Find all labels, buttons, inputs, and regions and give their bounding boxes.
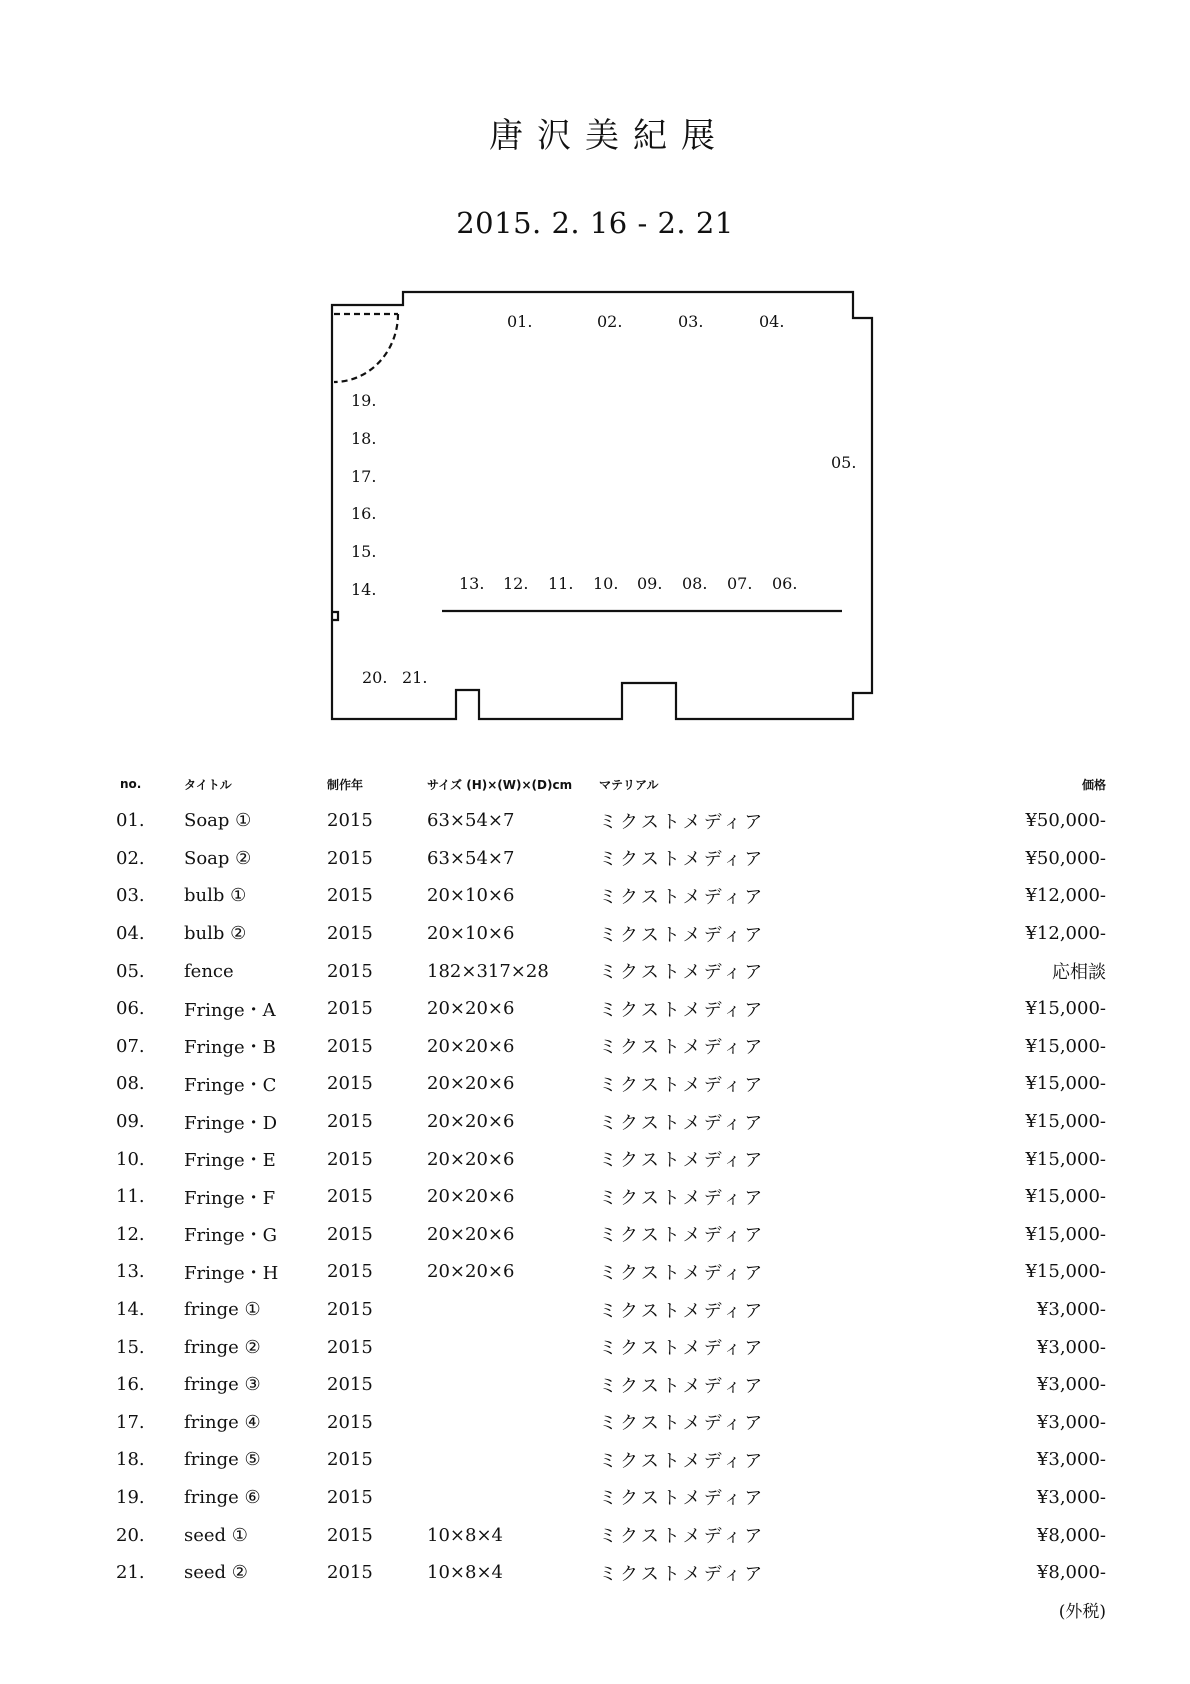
plan-label-13: 13.	[459, 574, 485, 593]
cell-price: ¥3,000-	[1036, 1374, 1106, 1396]
cell-title: fringe ②	[184, 1336, 261, 1358]
cell-title: fence	[184, 960, 234, 982]
cell-year: 2015	[327, 1411, 373, 1433]
cell-material: ミクストメディア	[599, 1526, 766, 1548]
cell-no: 21.	[116, 1562, 145, 1584]
cell-no: 11.	[116, 1186, 145, 1208]
plan-label-17: 17.	[351, 467, 377, 486]
cell-year: 2015	[327, 1035, 373, 1057]
cell-year: 2015	[327, 1336, 373, 1358]
cell-material: ミクストメディア	[599, 1187, 766, 1209]
header-no: no.	[120, 777, 142, 791]
cell-title: seed ①	[184, 1524, 248, 1546]
cell-size: 10×8×4	[427, 1562, 503, 1584]
door-swing-arc	[334, 314, 398, 382]
plan-label-01: 01.	[507, 312, 533, 331]
cell-title: Fringe・G	[184, 1225, 277, 1247]
works-table	[116, 766, 1106, 1591]
cell-year: 2015	[327, 1374, 373, 1396]
plan-label-19: 19.	[351, 391, 377, 410]
plan-label-18: 18.	[351, 429, 377, 448]
cell-material: ミクストメディア	[599, 1150, 766, 1172]
cell-title: fringe ⑥	[184, 1486, 261, 1508]
cell-price: 応相談	[1052, 962, 1106, 984]
cell-year: 2015	[327, 847, 373, 869]
cell-year: 2015	[327, 1562, 373, 1584]
cell-title: fringe ③	[184, 1374, 261, 1396]
cell-no: 13.	[116, 1261, 145, 1283]
cell-title: fringe ④	[184, 1411, 261, 1433]
cell-price: ¥15,000-	[1025, 1186, 1106, 1208]
table-row	[116, 1291, 1106, 1329]
cell-price: ¥15,000-	[1025, 1035, 1106, 1057]
cell-price: ¥3,000-	[1036, 1411, 1106, 1433]
cell-title: seed ②	[184, 1562, 248, 1584]
header-price: 価格	[1081, 777, 1106, 792]
cell-size	[427, 1328, 599, 1366]
table-row	[116, 1479, 1106, 1517]
cell-material: ミクストメディア	[599, 1563, 766, 1585]
cell-no: 05.	[116, 960, 145, 982]
cell-material: ミクストメディア	[599, 1112, 766, 1134]
table-header-row	[116, 766, 1106, 802]
cell-price: ¥15,000-	[1025, 998, 1106, 1020]
cell-no: 07.	[116, 1035, 145, 1057]
cell-title: Fringe・H	[184, 1262, 279, 1284]
cell-year: 2015	[327, 1486, 373, 1508]
cell-no: 16.	[116, 1374, 145, 1396]
table-row	[116, 1516, 1106, 1554]
table-row	[116, 802, 1106, 840]
cell-year: 2015	[327, 1111, 373, 1133]
plan-label-04: 04.	[759, 312, 785, 331]
cell-size: 10×8×4	[427, 1524, 503, 1546]
cell-year: 2015	[327, 810, 373, 832]
cell-material: ミクストメディア	[599, 962, 766, 984]
cell-price: ¥50,000-	[1025, 810, 1106, 832]
cell-material: ミクストメディア	[599, 1074, 766, 1096]
table-row	[116, 877, 1106, 915]
cell-year: 2015	[327, 1186, 373, 1208]
table-row	[116, 990, 1106, 1028]
cell-size: 20×20×6	[427, 1035, 515, 1057]
plan-label-15: 15.	[351, 542, 377, 561]
cell-price: ¥15,000-	[1025, 1261, 1106, 1283]
plan-label-02: 02.	[597, 312, 623, 331]
cell-year: 2015	[327, 1073, 373, 1095]
cell-material: ミクストメディア	[599, 1338, 766, 1360]
table-row	[116, 1216, 1106, 1254]
cell-no: 12.	[116, 1223, 145, 1245]
table-row	[116, 1140, 1106, 1178]
cell-material: ミクストメディア	[599, 1037, 766, 1059]
cell-price: ¥15,000-	[1025, 1073, 1106, 1095]
cell-material: ミクストメディア	[599, 1300, 766, 1322]
cell-size: 20×20×6	[427, 1261, 515, 1283]
cell-price: ¥8,000-	[1036, 1524, 1106, 1546]
cell-material: ミクストメディア	[599, 1375, 766, 1397]
cell-size: 20×20×6	[427, 998, 515, 1020]
cell-no: 04.	[116, 923, 145, 945]
cell-price: ¥15,000-	[1025, 1148, 1106, 1170]
cell-no: 15.	[116, 1336, 145, 1358]
plan-label-10: 10.	[593, 574, 619, 593]
cell-size: 20×20×6	[427, 1073, 515, 1095]
cell-size: 63×54×7	[427, 810, 515, 832]
header-size: サイズ (H)×(W)×(D)cm	[427, 777, 573, 792]
table-row	[116, 1328, 1106, 1366]
plan-label-06: 06.	[772, 574, 798, 593]
plan-label-07: 07.	[727, 574, 753, 593]
header-year: 制作年	[327, 777, 364, 792]
cell-no: 09.	[116, 1111, 145, 1133]
cell-material: ミクストメディア	[599, 999, 766, 1021]
cell-material: ミクストメディア	[599, 849, 766, 871]
cell-size: 20×10×6	[427, 885, 515, 907]
header-title: タイトル	[184, 777, 232, 792]
cell-material: ミクストメディア	[599, 1450, 766, 1472]
cell-size: 182×317×28	[427, 960, 549, 982]
cell-material: ミクストメディア	[599, 811, 766, 833]
cell-price: ¥12,000-	[1025, 885, 1106, 907]
cell-year: 2015	[327, 1223, 373, 1245]
cell-material: ミクストメディア	[599, 1262, 766, 1284]
cell-size: 63×54×7	[427, 847, 515, 869]
cell-year: 2015	[327, 1524, 373, 1546]
cell-no: 06.	[116, 998, 145, 1020]
cell-price: ¥3,000-	[1036, 1299, 1106, 1321]
table-row	[116, 1028, 1106, 1066]
cell-size: 20×20×6	[427, 1186, 515, 1208]
plan-label-05: 05.	[831, 453, 857, 472]
plan-label-21: 21.	[402, 668, 428, 687]
cell-year: 2015	[327, 885, 373, 907]
cell-material: ミクストメディア	[599, 1413, 766, 1435]
cell-material: ミクストメディア	[599, 886, 766, 908]
cell-material: ミクストメディア	[599, 1225, 766, 1247]
table-row	[116, 1253, 1106, 1291]
cell-size	[427, 1291, 599, 1329]
cell-price: ¥15,000-	[1025, 1223, 1106, 1245]
cell-year: 2015	[327, 1148, 373, 1170]
cell-size	[427, 1366, 599, 1404]
floor-plan	[0, 0, 1190, 730]
cell-price: ¥12,000-	[1025, 923, 1106, 945]
plan-label-16: 16.	[351, 504, 377, 523]
cell-title: Fringe・E	[184, 1150, 276, 1172]
table-row	[116, 1065, 1106, 1103]
plan-label-12: 12.	[503, 574, 529, 593]
plan-label-11: 11.	[548, 574, 574, 593]
exhibition-title: 唐沢美紀展	[489, 116, 729, 156]
cell-size: 20×20×6	[427, 1223, 515, 1245]
header-material: マテリアル	[599, 777, 659, 792]
cell-no: 02.	[116, 847, 145, 869]
cell-material: ミクストメディア	[599, 924, 766, 946]
cell-size	[427, 1404, 599, 1442]
table-row	[116, 1366, 1106, 1404]
cell-year: 2015	[327, 960, 373, 982]
cell-size	[427, 1479, 599, 1517]
cell-price: ¥3,000-	[1036, 1449, 1106, 1471]
cell-price: ¥3,000-	[1036, 1486, 1106, 1508]
cell-no: 14.	[116, 1299, 145, 1321]
table-row	[116, 1404, 1106, 1442]
plan-label-14: 14.	[351, 580, 377, 599]
cell-size: 20×20×6	[427, 1148, 515, 1170]
cell-title: fringe ⑤	[184, 1449, 261, 1471]
plan-label-08: 08.	[682, 574, 708, 593]
table-row	[116, 1178, 1106, 1216]
cell-no: 18.	[116, 1449, 145, 1471]
cell-title: Soap ②	[184, 847, 252, 869]
cell-price: ¥3,000-	[1036, 1336, 1106, 1358]
cell-no: 03.	[116, 885, 145, 907]
cell-title: Fringe・B	[184, 1037, 276, 1059]
cell-title: bulb ②	[184, 923, 247, 945]
cell-title: fringe ①	[184, 1299, 261, 1321]
cell-price: ¥50,000-	[1025, 847, 1106, 869]
cell-title: Fringe・F	[184, 1187, 276, 1209]
cell-title: Fringe・D	[184, 1112, 278, 1134]
cell-title: Fringe・C	[184, 1074, 277, 1096]
cell-no: 01.	[116, 810, 145, 832]
cell-no: 10.	[116, 1148, 145, 1170]
cell-no: 08.	[116, 1073, 145, 1095]
cell-title: Soap ①	[184, 810, 252, 832]
cell-year: 2015	[327, 998, 373, 1020]
table-row	[116, 1441, 1106, 1479]
cell-price: ¥15,000-	[1025, 1111, 1106, 1133]
table-row	[116, 915, 1106, 953]
cell-size: 20×20×6	[427, 1111, 515, 1133]
plan-label-20: 20.	[362, 668, 388, 687]
plan-label-03: 03.	[678, 312, 704, 331]
cell-title: bulb ①	[184, 885, 247, 907]
floor-plan-outline	[332, 292, 872, 719]
cell-title: Fringe・A	[184, 999, 276, 1021]
cell-price: ¥8,000-	[1036, 1562, 1106, 1584]
cell-size: 20×10×6	[427, 923, 515, 945]
tax-note: (外税)	[1058, 1602, 1106, 1622]
cell-year: 2015	[327, 923, 373, 945]
cell-no: 19.	[116, 1486, 145, 1508]
table-row	[116, 1554, 1106, 1592]
cell-year: 2015	[327, 1261, 373, 1283]
table-row	[116, 1103, 1106, 1141]
cell-year: 2015	[327, 1299, 373, 1321]
cell-no: 20.	[116, 1524, 145, 1546]
plan-label-09: 09.	[637, 574, 663, 593]
cell-no: 17.	[116, 1411, 145, 1433]
table-row	[116, 952, 1106, 990]
cell-material: ミクストメディア	[599, 1488, 766, 1510]
exhibition-dates: 2015. 2. 16 - 2. 21	[456, 206, 734, 240]
cell-year: 2015	[327, 1449, 373, 1471]
table-row	[116, 840, 1106, 878]
cell-size	[427, 1441, 599, 1479]
